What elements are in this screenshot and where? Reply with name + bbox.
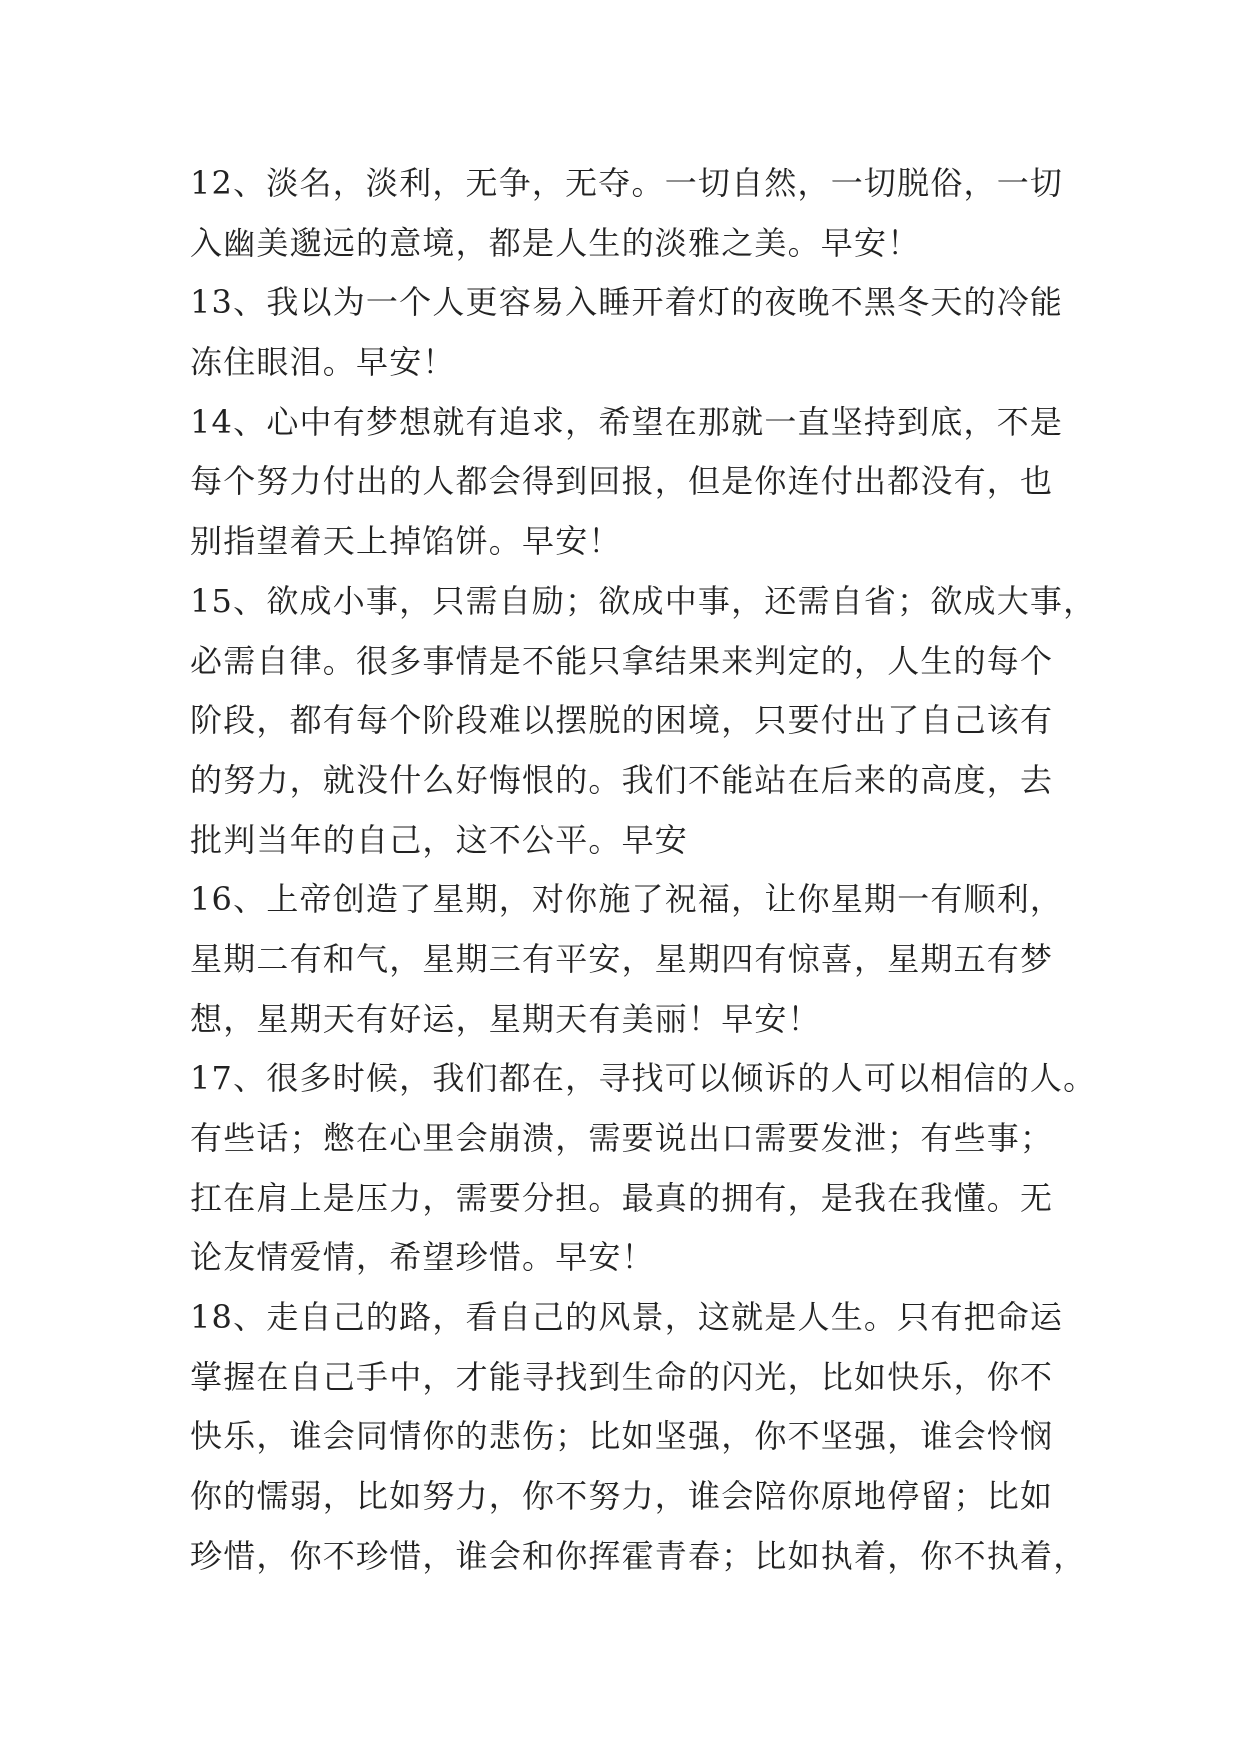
text-line: 冻住眼泪。早安！ xyxy=(190,343,456,382)
text-line: 别指望着天上掉馅饼。早安！ xyxy=(190,522,622,561)
document-body xyxy=(190,154,1097,1587)
text-line: 星期二有和气，星期三有平安，星期四有惊喜，星期五有梦 xyxy=(190,939,1054,978)
text-line: 论友情爱情，希望珍惜。早安！ xyxy=(190,1238,655,1277)
text-line: 16、上帝创造了星期，对你施了祝福，让你星期一有顺利， xyxy=(190,880,1064,919)
text-line: 12、淡名，淡利，无争，无夺。一切自然，一切脱俗，一切 xyxy=(190,164,1064,202)
text-line: 批判当年的自己，这不公平。早安 xyxy=(190,820,689,859)
text-line: 17、很多时候，我们都在，寻找可以倾诉的人可以相信的人。 xyxy=(190,1059,1097,1098)
text-line: 入幽美邈远的意境，都是人生的淡雅之美。早安！ xyxy=(190,223,921,262)
text-line: 必需自律。很多事情是不能只拿结果来判定的，人生的每个 xyxy=(190,641,1054,680)
text-line: 有些话；憋在心里会崩溃，需要说出口需要发泄；有些事； xyxy=(190,1119,1054,1157)
text-line: 15、欲成小事，只需自励；欲成中事，还需自省；欲成大事， xyxy=(190,581,1097,620)
text-line: 掌握在自己手中，才能寻找到生命的闪光，比如快乐，你不 xyxy=(190,1357,1054,1396)
text-line: 18、走自己的路，看自己的风景，这就是人生。只有把命运 xyxy=(190,1298,1064,1337)
text-line: 你的懦弱，比如努力，你不努力，谁会陪你原地停留；比如 xyxy=(190,1477,1054,1516)
text-line: 阶段，都有每个阶段难以摆脱的困境，只要付出了自己该有 xyxy=(190,701,1054,740)
text-line: 扛在肩上是压力，需要分担。最真的拥有，是我在我懂。无 xyxy=(190,1178,1054,1217)
text-line: 的努力，就没什么好悔恨的。我们不能站在后来的高度，去 xyxy=(190,760,1054,799)
text-line: 14、心中有梦想就有追求，希望在那就一直坚持到底，不是 xyxy=(190,402,1064,441)
text-line: 快乐，谁会同情你的悲伤；比如坚强，你不坚强，谁会怜悯 xyxy=(190,1417,1054,1456)
text-line: 珍惜，你不珍惜，谁会和你挥霍青春；比如执着，你不执着， xyxy=(190,1536,1087,1575)
text-line: 每个努力付出的人都会得到回报，但是你连付出都没有，也 xyxy=(190,462,1054,501)
text-line: 13、我以为一个人更容易入睡开着灯的夜晚不黑冬天的冷能 xyxy=(190,283,1064,322)
text-line: 想，星期天有好运，星期天有美丽！早安！ xyxy=(190,999,821,1038)
